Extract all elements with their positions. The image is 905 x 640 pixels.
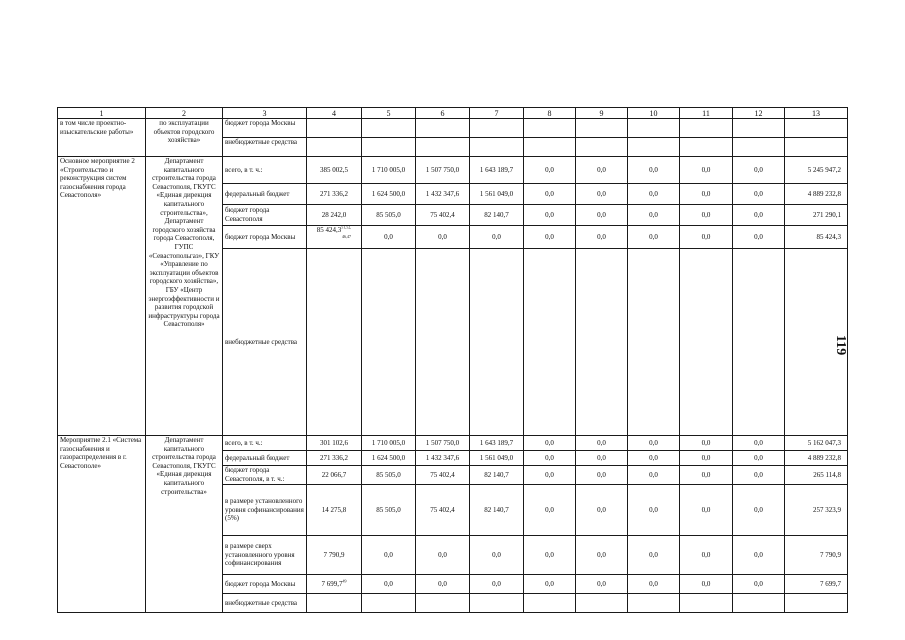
value-cell: 28 242,0 <box>307 205 362 226</box>
empty-cell <box>307 249 362 436</box>
value-cell: 1 432 347,6 <box>416 451 470 466</box>
empty-cell <box>680 249 733 436</box>
empty-cell <box>362 594 416 613</box>
value-cell: 0,0 <box>524 451 576 466</box>
value-cell: 14 275,8 <box>307 485 362 536</box>
empty-cell <box>362 138 416 157</box>
source-label: бюджет города Севастополя <box>223 205 307 226</box>
column-number: 10 <box>628 108 680 119</box>
value-cell: 0,0 <box>733 575 785 594</box>
event-name: Мероприятие 2.1 «Система газоснабжения и газораспределения в г. Севастополе» <box>58 436 146 613</box>
empty-cell <box>307 138 362 157</box>
value-cell: 0,0 <box>733 466 785 485</box>
source-label: внебюджетные средства <box>223 138 307 157</box>
value-cell: 0,0 <box>733 205 785 226</box>
empty-cell <box>362 249 416 436</box>
value-cell: 85 505,0 <box>362 466 416 485</box>
value-cell: 257 323,9 <box>785 485 848 536</box>
empty-cell <box>733 119 785 138</box>
empty-cell <box>416 249 470 436</box>
empty-cell <box>733 138 785 157</box>
empty-cell <box>416 594 470 613</box>
value-cell: 0,0 <box>733 451 785 466</box>
value-cell: 0,0 <box>680 184 733 205</box>
empty-cell <box>628 594 680 613</box>
value-cell: 0,0 <box>733 157 785 184</box>
table-row <box>58 119 848 138</box>
empty-cell <box>576 249 628 436</box>
value-cell: 0,0 <box>628 485 680 536</box>
value-cell: 0,0 <box>628 536 680 575</box>
value-cell: 0,0 <box>416 226 470 249</box>
value-cell: 0,0 <box>524 157 576 184</box>
value-cell: 85 505,0 <box>362 205 416 226</box>
column-number: 12 <box>733 108 785 119</box>
value-cell: 75 402,4 <box>416 485 470 536</box>
value-cell: 0,0 <box>680 226 733 249</box>
value-cell: 5 245 947,2 <box>785 157 848 184</box>
value-cell: 4 889 232,8 <box>785 184 848 205</box>
value-cell: 0,0 <box>362 536 416 575</box>
empty-cell <box>416 138 470 157</box>
value-cell: 0,0 <box>470 536 524 575</box>
footnote-ref: 46,47 <box>342 233 351 239</box>
empty-cell <box>628 119 680 138</box>
footnote-ref: 51,52, <box>341 225 352 230</box>
column-number: 9 <box>576 108 628 119</box>
executor: Департамент капитального строительства города Севастополя, ГКУГС «Единая дирекция капитального строительства», Департамент городского хозяйства города Севастополя, ГУПС «Севастопольгаз», ГКУ «Управление по эксплуатации объектов городского хозяйства», ГБУ «Центр энергоэффективности и развития городской инфраструктуры города Севастополя» <box>146 157 223 436</box>
empty-cell <box>307 119 362 138</box>
column-number: 5 <box>362 108 416 119</box>
source-label: бюджет города Москвы <box>223 119 307 138</box>
value-cell-footnoted <box>307 226 362 249</box>
value-cell: 5 162 047,3 <box>785 436 848 451</box>
value-cell: 0,0 <box>524 184 576 205</box>
empty-cell <box>470 594 524 613</box>
value-cell: 271 336,2 <box>307 184 362 205</box>
value-cell: 271 336,2 <box>307 451 362 466</box>
value-cell: 22 066,7 <box>307 466 362 485</box>
empty-cell <box>470 249 524 436</box>
value-cell: 0,0 <box>628 436 680 451</box>
empty-cell <box>416 119 470 138</box>
value-cell: 385 002,5 <box>307 157 362 184</box>
empty-cell <box>576 119 628 138</box>
header-row <box>58 108 848 119</box>
value-cell: 0,0 <box>628 226 680 249</box>
value-cell: 0,0 <box>576 536 628 575</box>
value-cell: 0,0 <box>628 205 680 226</box>
value-cell: 1 507 750,0 <box>416 157 470 184</box>
source-label: всего, в т. ч.: <box>223 436 307 451</box>
value-cell: 0,0 <box>576 436 628 451</box>
event-name: Основное мероприятие 2 «Строительство и реконструкция систем газоснабжения города Севастополя» <box>58 157 146 436</box>
budget-table <box>57 107 848 613</box>
value-cell: 301 102,6 <box>307 436 362 451</box>
value-cell: 82 140,7 <box>470 485 524 536</box>
empty-cell <box>362 119 416 138</box>
value-cell: 0,0 <box>576 575 628 594</box>
empty-cell <box>785 594 848 613</box>
value-cell: 0,0 <box>680 485 733 536</box>
value-cell: 1 624 500,0 <box>362 451 416 466</box>
event-name: в том числе проектно-изыскательские работы» <box>58 119 146 157</box>
value-cell: 0,0 <box>524 226 576 249</box>
empty-cell <box>628 249 680 436</box>
source-label: бюджет города Севастополя, в т. ч.: <box>223 466 307 485</box>
value-cell: 75 402,4 <box>416 205 470 226</box>
empty-cell <box>576 594 628 613</box>
source-label: бюджет города Москвы <box>223 226 307 249</box>
value-cell: 0,0 <box>576 157 628 184</box>
empty-cell <box>307 594 362 613</box>
table-row <box>58 157 848 184</box>
column-number: 8 <box>524 108 576 119</box>
footnote-ref: 49 <box>342 578 347 584</box>
empty-cell <box>785 119 848 138</box>
page-number: 119 <box>833 335 848 356</box>
empty-cell <box>470 119 524 138</box>
value-cell: 0,0 <box>680 536 733 575</box>
column-number: 4 <box>307 108 362 119</box>
table-row <box>58 436 848 451</box>
value-cell: 1 561 049,0 <box>470 184 524 205</box>
value-cell: 0,0 <box>362 575 416 594</box>
value-cell: 0,0 <box>628 575 680 594</box>
value-cell: 0,0 <box>680 436 733 451</box>
source-label: федеральный бюджет <box>223 184 307 205</box>
value-cell: 0,0 <box>416 575 470 594</box>
empty-cell <box>576 138 628 157</box>
value-cell: 0,0 <box>576 226 628 249</box>
source-label: в размере установленного уровня софинансирования (5%) <box>223 485 307 536</box>
value-cell: 0,0 <box>628 157 680 184</box>
empty-cell <box>524 594 576 613</box>
source-label: бюджет города Москвы <box>223 575 307 594</box>
value-cell-footnoted <box>307 575 362 594</box>
empty-cell <box>680 594 733 613</box>
value-cell: 7 790,9 <box>785 536 848 575</box>
empty-cell <box>524 119 576 138</box>
column-number: 7 <box>470 108 524 119</box>
value-cell: 1 643 189,7 <box>470 157 524 184</box>
value-cell: 75 402,4 <box>416 466 470 485</box>
source-label: всего, в т. ч.: <box>223 157 307 184</box>
column-number: 6 <box>416 108 470 119</box>
value-cell: 85 505,0 <box>362 485 416 536</box>
value-cell: 0,0 <box>733 436 785 451</box>
value-cell: 82 140,7 <box>470 466 524 485</box>
value-cell: 0,0 <box>576 205 628 226</box>
value-cell: 1 432 347,6 <box>416 184 470 205</box>
value: 85 424,3 <box>316 226 342 234</box>
value-cell: 0,0 <box>680 575 733 594</box>
value-cell: 0,0 <box>680 205 733 226</box>
value-cell: 0,0 <box>576 485 628 536</box>
source-label: внебюджетные средства <box>223 249 307 436</box>
value-cell: 0,0 <box>576 184 628 205</box>
value-cell: 0,0 <box>470 575 524 594</box>
value-cell: 1 710 005,0 <box>362 436 416 451</box>
value-cell: 0,0 <box>628 451 680 466</box>
executor: Департамент капитального строительства города Севастополя, ГКУГС «Единая дирекция капитального строительства» <box>146 436 223 613</box>
value: 7 699,7 <box>321 579 343 588</box>
empty-cell <box>785 138 848 157</box>
value-cell: 0,0 <box>680 451 733 466</box>
value-cell: 7 790,9 <box>307 536 362 575</box>
value-cell: 0,0 <box>470 226 524 249</box>
empty-cell <box>470 138 524 157</box>
column-number: 2 <box>146 108 223 119</box>
source-label: внебюджетные средства <box>223 594 307 613</box>
source-label: федеральный бюджет <box>223 451 307 466</box>
value-cell: 0,0 <box>680 157 733 184</box>
value-cell: 1 624 500,0 <box>362 184 416 205</box>
value-cell: 1 561 049,0 <box>470 451 524 466</box>
empty-cell <box>733 594 785 613</box>
value-cell: 7 699,7 <box>785 575 848 594</box>
value-cell: 271 290,1 <box>785 205 848 226</box>
column-number: 11 <box>680 108 733 119</box>
value-cell: 0,0 <box>733 485 785 536</box>
value-cell: 0,0 <box>362 226 416 249</box>
value-cell: 0,0 <box>628 466 680 485</box>
value-cell: 1 710 005,0 <box>362 157 416 184</box>
value-cell: 265 114,8 <box>785 466 848 485</box>
value-cell: 0,0 <box>524 485 576 536</box>
empty-cell <box>628 138 680 157</box>
value-cell: 4 889 232,8 <box>785 451 848 466</box>
value-cell: 85 424,3 <box>785 226 848 249</box>
empty-cell <box>733 249 785 436</box>
value-cell: 0,0 <box>576 466 628 485</box>
value-cell: 0,0 <box>576 451 628 466</box>
value-cell: 0,0 <box>733 226 785 249</box>
value-cell: 0,0 <box>733 536 785 575</box>
value-cell: 0,0 <box>733 184 785 205</box>
column-number: 1 <box>58 108 146 119</box>
value-cell: 0,0 <box>524 536 576 575</box>
empty-cell <box>524 138 576 157</box>
value-cell: 1 643 189,7 <box>470 436 524 451</box>
column-number: 3 <box>223 108 307 119</box>
value-cell: 1 507 750,0 <box>416 436 470 451</box>
empty-cell <box>680 119 733 138</box>
executor: по эксплуатации объектов городского хозяйства» <box>146 119 223 157</box>
empty-cell <box>680 138 733 157</box>
value-cell: 0,0 <box>524 205 576 226</box>
value-cell: 0,0 <box>524 436 576 451</box>
value-cell: 0,0 <box>416 536 470 575</box>
value-cell: 0,0 <box>680 466 733 485</box>
empty-cell <box>524 249 576 436</box>
value-cell: 0,0 <box>628 184 680 205</box>
column-number: 13 <box>785 108 848 119</box>
value-cell: 82 140,7 <box>470 205 524 226</box>
source-label: в размере сверх установленного уровня софинансирования <box>223 536 307 575</box>
value-cell: 0,0 <box>524 575 576 594</box>
value-cell: 0,0 <box>524 466 576 485</box>
